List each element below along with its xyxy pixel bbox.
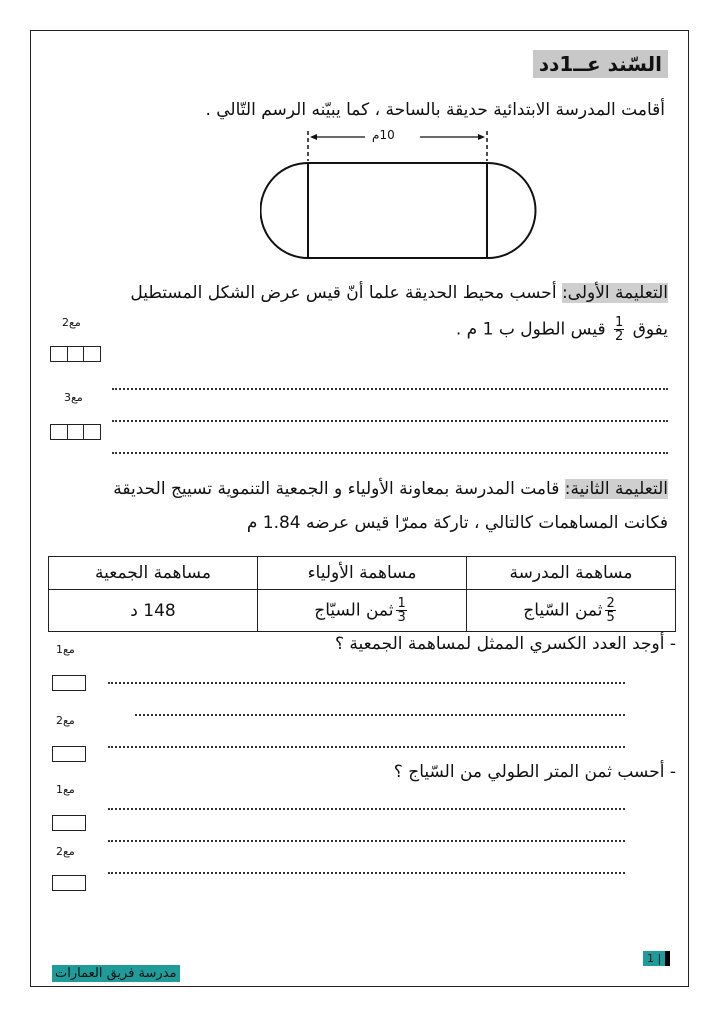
page-number: 1 | [643, 951, 670, 966]
table-row [49, 590, 676, 632]
score-box[interactable] [52, 675, 86, 691]
criterion-mark: مع3 [64, 391, 83, 404]
answer-line[interactable] [108, 840, 625, 842]
score-boxes[interactable] [50, 424, 101, 440]
score-box[interactable] [52, 875, 86, 891]
instruction1-text: أحسب محيط الحديقة علما أنّ قيس عرض الشكل المستطيل [130, 283, 557, 303]
instruction1-line2 [456, 316, 668, 343]
answer-line[interactable] [108, 682, 625, 684]
answer-line[interactable] [108, 872, 625, 874]
score-box[interactable] [52, 815, 86, 831]
table-header-row [49, 557, 676, 590]
school-name: مدرسة فريق العمارات [52, 965, 180, 982]
line2-after: قيس الطول ب 1 م . [455, 319, 606, 340]
instruction2 [113, 479, 668, 499]
answer-line[interactable] [112, 388, 668, 390]
answer-line[interactable] [108, 808, 625, 810]
score-box[interactable] [52, 746, 86, 762]
dimension-label: 10م [372, 128, 395, 142]
instruction2-text: قامت المدرسة بمعاونة الأولياء و الجمعية التنموية تسييج الحديقة [113, 479, 560, 499]
criterion-mark: مع1 [56, 783, 75, 796]
instruction2-label: التعليمة الثانية: [564, 479, 668, 499]
instruction1 [130, 283, 668, 303]
table-header: مساهمة المدرسة [467, 557, 676, 590]
document-title: السّند عــ1دد [533, 50, 668, 78]
table-cell-school: $\frac{2}{5}$ ثمن السّياج [467, 590, 676, 632]
criterion-mark: مع2 [56, 845, 75, 858]
line2-before: يفوق [632, 319, 668, 340]
question-1: - أوجد العدد الكسري الممثل لمساهمة الجمعية ؟ [334, 634, 676, 654]
garden-diagram [260, 125, 540, 265]
table-cell-parents: $\frac{1}{3}$ ثمن السيّاج [258, 590, 467, 632]
instruction2-line2: فكانت المساهمات كالتالي ، تاركة ممرّا قيس عرضه 1.84 م [246, 513, 668, 533]
fraction-one-half: $\frac{1}{2}$ [615, 315, 624, 344]
table-header: مساهمة الجمعية [49, 557, 258, 590]
criterion-mark: مع2 [62, 316, 81, 329]
intro-text: أقامت المدرسة الابتدائية حديقة بالساحة ، كما يبيّنه الرسم التّالي . [205, 100, 665, 120]
answer-line[interactable] [135, 714, 625, 716]
question-2: - أحسب ثمن المتر الطولي من السّياج ؟ [393, 762, 676, 782]
table-header: مساهمة الأولياء [258, 557, 467, 590]
criterion-mark: مع1 [56, 643, 75, 656]
table-cell-association: 148 د [49, 590, 258, 632]
answer-line[interactable] [112, 452, 668, 454]
instruction1-label: التعليمة الأولى: [561, 283, 668, 303]
score-boxes[interactable] [50, 346, 101, 362]
answer-line[interactable] [112, 420, 668, 422]
answer-line[interactable] [108, 746, 625, 748]
contributions-table [48, 556, 676, 632]
criterion-mark: مع2 [56, 714, 75, 727]
